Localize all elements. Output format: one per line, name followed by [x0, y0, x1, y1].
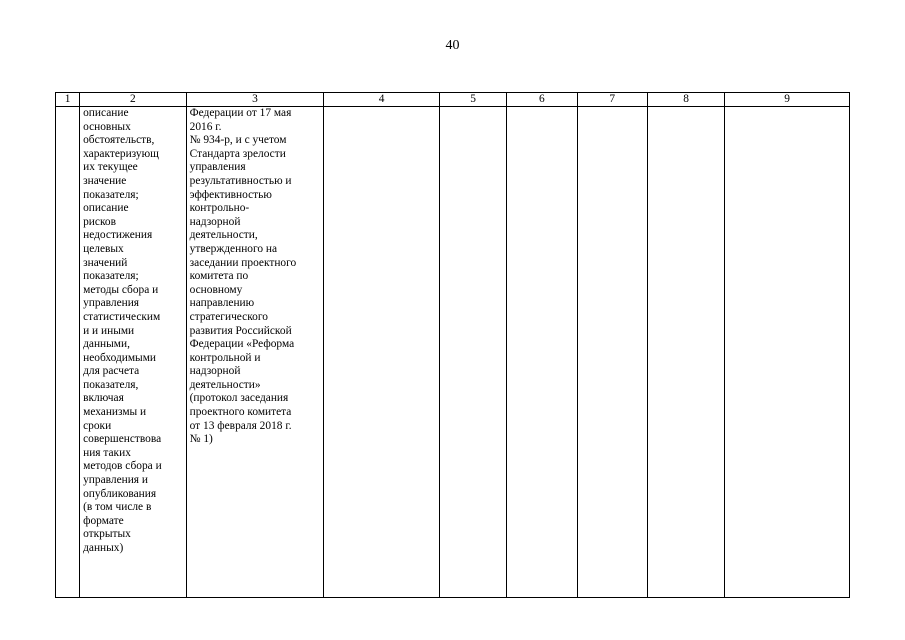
table-row — [56, 107, 850, 598]
table-header-row — [56, 93, 850, 107]
cell-col-5 — [439, 107, 506, 598]
cell-col-1 — [56, 107, 80, 598]
cell-col-9 — [725, 107, 850, 598]
cell-col-4 — [324, 107, 440, 598]
page-number: 40 — [445, 38, 460, 53]
cell-col-8 — [647, 107, 724, 598]
column-header-1: 1 — [56, 93, 80, 107]
column-header-7: 7 — [577, 93, 647, 107]
column-header-8: 8 — [647, 93, 724, 107]
cell-col-6 — [507, 107, 577, 598]
column-header-9: 9 — [725, 93, 850, 107]
cell-col-3 — [186, 107, 324, 598]
column-header-4: 4 — [324, 93, 440, 107]
cell-col-7 — [577, 107, 647, 598]
cell-text-methods: описание основных обстоятельств, характеризующ их текущее значение показателя; описание рисков недостижения целевых значений показателя; методы сбора и управления статистическим и и иными данными, необходимыми для расчета показателя, включая механизмы и сроки совершенствова ния таких методов сбора и управления и опубликования (в том числе в формате открытых данных) — [83, 107, 162, 554]
data-table — [55, 92, 850, 598]
cell-col-2 — [80, 107, 187, 598]
column-header-3: 3 — [186, 93, 324, 107]
column-header-2: 2 — [80, 93, 187, 107]
column-header-6: 6 — [507, 93, 577, 107]
column-header-5: 5 — [439, 93, 506, 107]
cell-text-basis: Федерации от 17 мая 2016 г. № 934-р, и с учетом Стандарта зрелости управления результативностью и эффективностью контрольно- надзорной деятельности, утвержденного на заседании проектного комитета по основному направлению стратегического развития Российской Федерации «Реформа контрольной и надзорной деятельности» (протокол заседания проектного комитета от 13 февраля 2018 г. № 1) — [189, 107, 297, 446]
